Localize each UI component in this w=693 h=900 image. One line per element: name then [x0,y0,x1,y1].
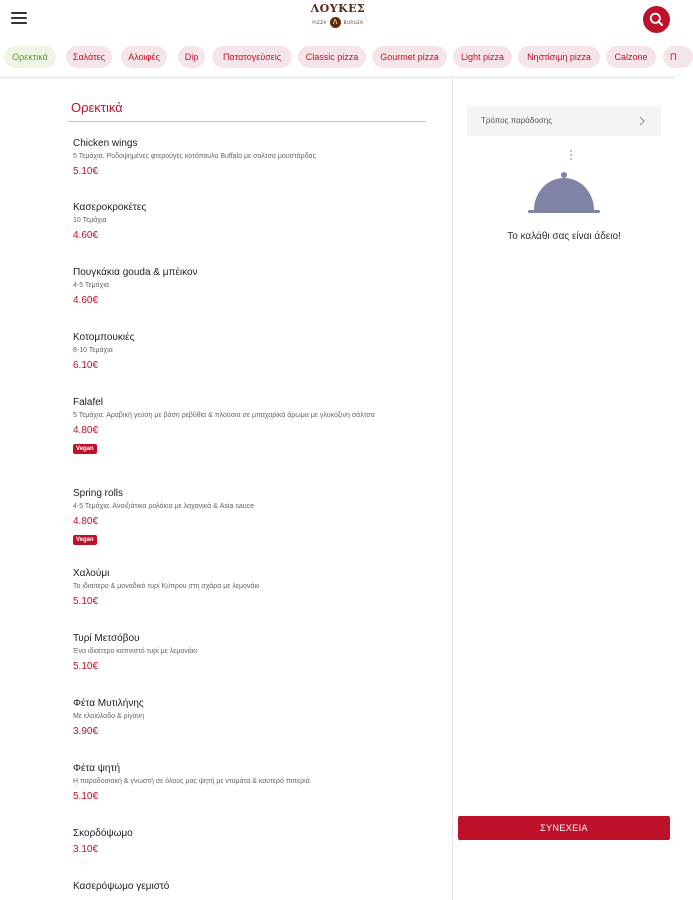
tab-patatogeuseis[interactable]: Πατατογεύσεις [212,46,292,68]
tab-dip[interactable]: Dip [178,46,205,68]
search-button[interactable] [643,6,670,33]
item-name: Φέτα ψητή [73,763,121,774]
menu-item[interactable] [73,632,433,673]
tab-orektika[interactable]: Ορεκτικά [4,46,56,68]
item-description: Η παραδοσιακή & γνωστή σε όλους μας ψητή με ντομάτα & καυτερό πιπεριά [73,778,310,785]
logo-emblem: Λ [330,17,341,28]
item-price: 5.10€ [73,166,99,177]
item-price: 5.10€ [73,661,99,672]
food-cloche-icon [527,150,601,216]
item-name: Falafel [73,397,104,408]
menu-item[interactable] [73,567,433,608]
search-icon [643,6,670,33]
menu-item[interactable] [73,266,433,307]
section-title: Ορεκτικά [71,100,123,115]
tab-more[interactable]: Π [663,46,693,68]
item-price: 4.60€ [73,295,99,306]
item-name: Τυρί Μετσόβου [73,633,140,644]
menu-item[interactable] [73,331,433,372]
delivery-method-selector[interactable] [467,106,661,136]
item-name: Spring rolls [73,488,124,499]
vegan-badge: Vegan [73,535,97,545]
item-price: 4.80€ [73,425,99,436]
tab-nistisimi-pizza[interactable]: Νηστίσιμη pizza [518,46,600,68]
item-description: 10 Τεμάχια [73,217,107,224]
delivery-method-label: Τρόπος παράδοσης [481,116,553,125]
tab-salates[interactable]: Σαλάτες [66,46,112,68]
item-description: Με ελαιόλαδο & ρίγανη [73,713,145,720]
chevron-right-icon [637,115,647,127]
tab-calzone[interactable]: Calzone [606,46,656,68]
item-description: 8-10 Τεμάχια [73,347,113,354]
tab-light-pizza[interactable]: Light pizza [453,46,512,68]
logo-left-text: PIZZA [312,20,327,25]
item-description: 5 Τεμάχια. Αραβική γεύση με βάση ρεβύθια & πλούσια σε μπαχαρικά άρωμα με γλυκόξινη σάλτσα [73,412,375,419]
item-name: Κοτομπουκιές [73,332,135,343]
item-description: 4-5 Τεμάχια. Ανοιξιάτικα ρολάκια με λαχανικά & Asia sauce [73,503,254,510]
item-price: 5.10€ [73,596,99,607]
menu-item[interactable] [73,880,433,893]
item-description: Το ιδιαίτερο & μοναδικό τυρί Κύπρου στη σχάρα με λεμονάκι [73,583,260,590]
menu-item[interactable] [73,827,433,856]
item-name: Κασερόψωμο γεμιστό [73,881,170,892]
item-name: Χαλούμι [73,568,110,579]
app-header [0,0,675,40]
item-price: 5.10€ [73,791,99,802]
section-divider [68,121,426,122]
panel-divider [452,79,453,900]
logo[interactable] [302,3,374,33]
continue-button[interactable]: ΣΥΝΕΧΕΙΑ [458,816,670,840]
menu-item[interactable] [73,201,433,242]
vegan-badge: Vegan [73,444,97,454]
logo-title: ΛΟΥΚΕΣ [310,2,366,15]
item-price: 6.10€ [73,360,99,371]
item-name: Chicken wings [73,138,138,149]
menu-item[interactable] [73,137,433,178]
item-price: 3.90€ [73,726,99,737]
item-description: 5 Τεμάχια. Ροδοψημένες φτερούγες κοτόπουλο Buffalo με σαλτσα μουστάρδας [73,153,316,160]
item-name: Φέτα Μυτιλήνης [73,698,144,709]
category-tabs [0,46,675,70]
item-name: Κασεροκροκέτες [73,202,147,213]
empty-cart-message: Το καλάθι σας είναι άδειο! [507,231,621,242]
item-name: Πουγκάκια gouda & μπέικον [73,267,198,278]
tabs-divider [0,76,675,79]
menu-item[interactable] [73,487,433,546]
item-price: 4.60€ [73,230,99,241]
item-description: 4-5 Τεμάχια [73,282,109,289]
tab-gourmet-pizza[interactable]: Gourmet pizza [372,46,447,68]
menu-item[interactable] [73,762,433,803]
tab-classic-pizza[interactable]: Classic pizza [298,46,366,68]
item-description: Ένα ιδιαίτερο καπνιστό τυρί με λεμονάκι [73,648,197,655]
tab-aloifes[interactable]: Αλοιφές [121,46,167,68]
hamburger-menu-icon[interactable] [11,12,27,26]
logo-right-text: BURGER [343,20,364,25]
item-price: 4.80€ [73,516,99,527]
menu-item[interactable] [73,396,433,455]
menu-item[interactable] [73,697,433,738]
item-price: 3.10€ [73,844,99,855]
item-name: Σκορδόψωμο [73,828,133,839]
